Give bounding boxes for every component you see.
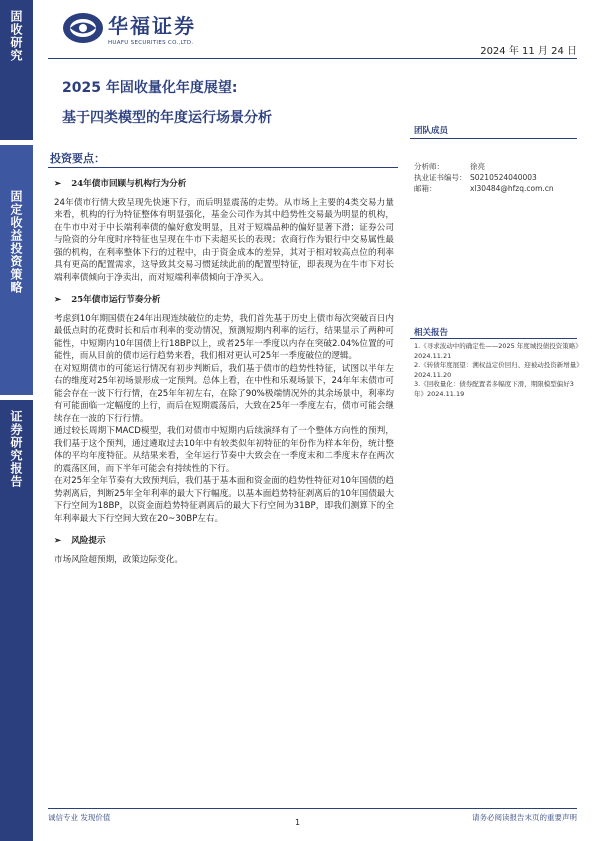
logo-mark-icon <box>62 11 104 45</box>
section-title: 25年债市运行节奏分析 <box>71 295 161 305</box>
report-title-line2: 基于四类模型的年度运行场景分析 <box>62 110 272 126</box>
related-divider <box>410 338 577 339</box>
analyst-info <box>414 161 584 194</box>
arrow-bullet-icon: ➢ <box>54 536 62 546</box>
related-reports-list <box>414 342 582 399</box>
related-report-item[interactable]: 1.《寻求波动中的确定性——2025 年度城投债投资策略》2024.11.21 <box>414 342 582 360</box>
sidebar <box>0 0 33 841</box>
section-heading <box>54 535 394 548</box>
logo-chinese-name: 华福证券 <box>108 14 196 38</box>
section-paragraph: 市场风险超预期，政策边际变化。 <box>54 554 183 565</box>
analyst-label: 分析师： <box>414 162 444 171</box>
sidebar-category-strategy: 固定收益投资策略 <box>0 145 33 395</box>
section-title: 24年债市回顾与机构行为分析 <box>71 179 187 189</box>
key-points-divider <box>48 167 398 168</box>
arrow-bullet-icon: ➢ <box>54 295 62 305</box>
header-divider <box>48 58 577 59</box>
logo-english-name: HUAFU SECURITIES CO.,LTD. <box>108 40 194 46</box>
analyst-email[interactable]: xl30484@hfzq.com.cn <box>470 184 554 193</box>
sidebar-category-research-report: 证券研究报告 <box>0 400 33 841</box>
section-paragraph: 在对短期债市的可能运行情况有初步判断后，我们基于债市的趋势性特征，试图以半年左右的维度对25年初场景形成一定预判。总体上看，在中性和乐观场景下，24年年末债市可能会存在一波下行行情，在25年年初左右，在除了90%极端情况外的其余场景中，利率均有可能面临一定幅度的上行，而后在短期震荡后，大致在25年一季度左右，债市可能会继续存在一波的下行行情。 <box>54 363 394 424</box>
section-title: 风险提示 <box>71 536 106 546</box>
key-points-heading: 投资要点： <box>50 152 105 165</box>
section-heading <box>54 178 394 191</box>
cert-label: 执业证书编号： <box>414 173 467 182</box>
analyst-name: 徐亮 <box>470 162 485 171</box>
main-body <box>54 176 394 566</box>
email-label: 邮箱： <box>414 184 437 193</box>
section-paragraph: 24年债市行情大致呈现先快速下行，而后明显震荡的走势。从市场上主要的4类交易力量来看，机构的行为特征整体有明显强化，基金公司作为其中趋势性交易最为明显的机构，在牛市中对于中长端利率债的偏好愈发明显，且对于短端品种的偏好显著下滑；证券公司与险资的分年度时序特征也呈现在牛市下卖超买长的表现；农商行作为银行中交易属性最强的机构，在利率整体下行的过程中，由于资金成本的差异，其对于相对较高点位的利率具有更高的配置需求，这导致其交易习惯延续此前的配置型特征，即表现为在牛市下对长端利率债倾向于净卖出，而对短端利率债倾向于净买入。 <box>54 197 394 283</box>
arrow-bullet-icon: ➢ <box>54 179 62 189</box>
sidebar-category-fixed-income: 固收研究 <box>0 0 33 140</box>
page-number: 1 <box>295 818 301 827</box>
report-date: 2024 年 11 月 24 日 <box>480 46 577 57</box>
footer-disclaimer: 请务必阅读报告末页的重要声明 <box>472 813 577 822</box>
section-heading <box>54 294 394 307</box>
section-paragraph: 在对25年全年节奏有大致预判后，我们基于基本面和资金面的趋势性特征对10年国债的趋势剥离后，判断25年全年利率的最大下行幅度。以基本面趋势特征剥离后的10年国债最大下行空间为18BP，以资金面趋势特征剥离后的最大下行空间为31BP，即我们测算下的全年利率最大下行空间大致在20~30BP左右。 <box>54 476 394 524</box>
related-report-item[interactable]: 3.《回收量化：债券配置者多幅度下滑，期限模型偏好3年》2024.11.19 <box>414 380 574 398</box>
footer-slogan: 诚信专业 发现价值 <box>48 813 111 822</box>
related-reports-heading: 相关报告 <box>414 328 449 338</box>
section-paragraph: 考虑到10年期国债在24年出现连续破位的走势，我们首先基于历史上债市每次突破百日内最低点时的花费时长和后市利率的变动情况，预测短期内利率的运行，结果显示了两种可能性，中短期内10年国债上行18BP以上，或者25年一季度以内存在突破2.04%位置的可能性，而从目前的债市运行趋势来看，我们相对更认可25年一季度破位的逻辑。 <box>54 313 394 361</box>
section-paragraph: 通过较长周期下MACD模型，我们对债市中短期内后续演绎有了一个整体方向性的预判，我们基于这个预判，通过遴取过去10年中有较类似年初特征的年份作为样本年份，统计整体的平均年度特征。从结果来看，全年运行节奏中大致会在一季度末和二季度末存在两次的震荡区间，而下半年可能会有持续性的下行。 <box>54 426 394 474</box>
team-divider <box>410 138 577 139</box>
team-members-heading: 团队成员 <box>414 126 449 136</box>
report-title-line1: 2025 年固收量化年度展望: <box>62 80 238 96</box>
related-report-item[interactable]: 2.《转债年度展望：溯权益定价回归、迎被动投资新增量》2024.11.20 <box>414 361 580 379</box>
company-logo <box>62 10 196 46</box>
footer-divider <box>48 808 577 809</box>
cert-number: S0210524040003 <box>470 173 537 182</box>
